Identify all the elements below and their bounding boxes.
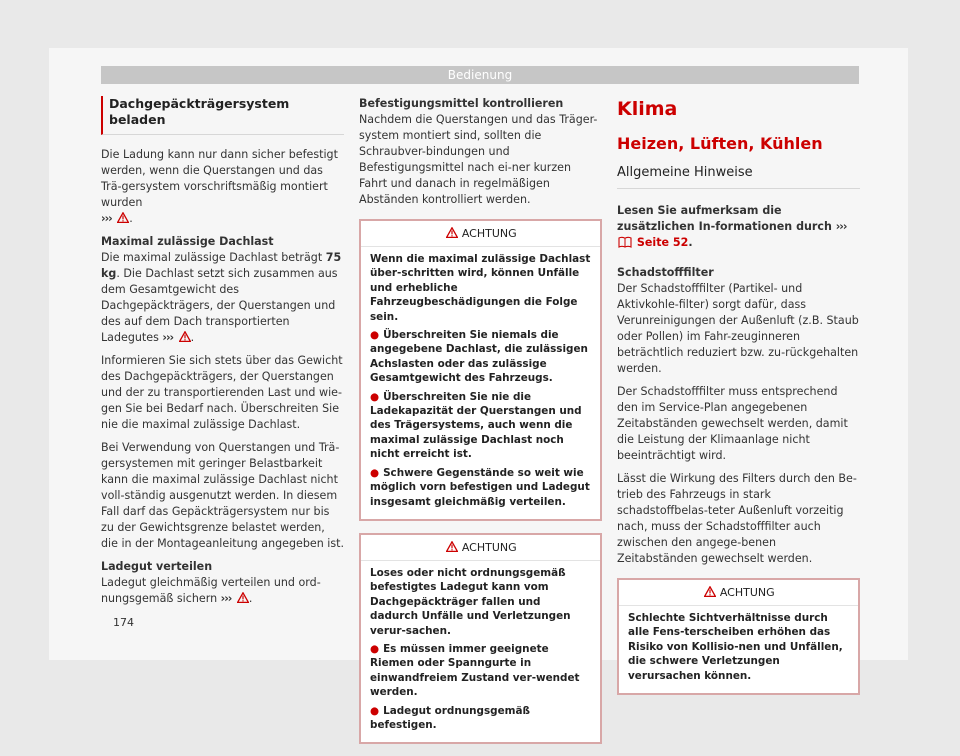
page-header <box>101 66 859 84</box>
warning-triangle-icon[interactable] <box>179 331 191 342</box>
warning-title: ACHTUNG <box>461 227 517 240</box>
column-left <box>101 96 344 614</box>
bullet: ● <box>370 329 380 342</box>
warning-item: ● Es müssen immer geeignete Riemen oder Spanngurte in einwandfreiem Zustand ver-wendet werden. <box>370 642 580 699</box>
befestigung-paragraph: Nachdem die Querstangen und das Träger-system montiert sind, sollten die Schraubver-bindungen und Befestigungsmittel nach ei-ner kurzen Fahrt und danach in regelmäßigen Abständen kontrolliert werden. <box>359 113 598 206</box>
section-title: Dachgepäckträgersystem beladen <box>101 96 344 135</box>
intro-paragraph: Lesen Sie aufmerksam die zusätzlichen In-formationen durch ››› Seite 52. <box>617 204 847 249</box>
section-heading: Allgemeine Hinweise <box>617 164 860 189</box>
reference-arrows[interactable]: ››› <box>162 331 174 344</box>
column-right <box>617 98 860 707</box>
column-middle <box>359 96 602 756</box>
warning-triangle-icon <box>704 586 716 597</box>
schadstoff-paragraph-2: Der Schadstofffilter muss entsprechend den im Service-Plan angegebenen Zeitabständen gewechselt werden, damit die Leistung der Klimaanlage nicht beeinträchtigt wird. <box>617 385 848 462</box>
dachlast-paragraph: Die maximal zulässige Dachlast beträgt 75 kg. Die Dachlast setzt sich zusammen aus dem Gesamtgewicht des Dachgepäckträgers, der Querstangen und des auf dem Dach transportierten Ladegutes ››› . <box>101 251 342 344</box>
chapter-title: Klima <box>617 98 678 120</box>
usage-paragraph: Bei Verwendung von Querstangen und Trä-gersystemen mit geringer Belastbarkeit kann die maximal zulässige Dachlast nicht voll-ständig ausgenutzt werden. In diesem Fall darf das Gepäckträgersystem nur bis zu der Gewichtsgrenze belastet werden, die in der Montageanleitung angegeben ist. <box>101 441 345 550</box>
ladegut-paragraph: Ladegut gleichmäßig verteilen und ord-nungsgemäß sichern ››› . <box>101 576 321 605</box>
warning-body <box>619 606 858 693</box>
bullet: ● <box>370 704 380 717</box>
warning-triangle-icon[interactable] <box>237 592 249 603</box>
warning-title: ACHTUNG <box>461 540 517 554</box>
bullet: ● <box>370 642 380 655</box>
chapter-subtitle: Heizen, Lüften, Kühlen <box>617 134 823 153</box>
book-icon <box>617 236 633 248</box>
bullet: ● <box>370 466 380 479</box>
warning-body <box>361 247 600 519</box>
header-title: Bedienung <box>447 68 513 82</box>
dachlast-value: 75 kg <box>101 251 342 280</box>
manual-page <box>49 48 908 731</box>
warning-title: ACHTUNG <box>719 586 775 599</box>
befestigung-heading: Befestigungsmittel kontrollieren <box>359 97 564 110</box>
warning-text: Loses oder nicht ordnungsgemäß befestigtes Ladegut kann vom Dachgepäckträger fallen und dadurch Unfälle und Verletzungen verur-sachen. <box>370 566 571 637</box>
bullet: ● <box>370 390 380 403</box>
schadstoff-paragraph-3: Lässt die Wirkung des Filters durch den Be-trieb des Fahrzeugs in stark schadstoffbelas-teter Außenluft vorzeitig nach, muss der Schadstofffilter auch zwischen den angege-benen Zeitabständen gewechselt werden. <box>617 472 857 565</box>
page-number: 174 <box>113 616 134 629</box>
warning-body <box>361 561 600 742</box>
warning-item: ● Schwere Gegenstände so weit wie möglich vorn befestigen und Ladegut insgesamt gleichmäßig verteilen. <box>370 466 590 508</box>
warning-box <box>617 578 860 695</box>
warning-box <box>359 219 602 521</box>
intro-paragraph: Die Ladung kann nur dann sicher befestigt werden, wenn die Querstangen und das Trä-gersystem vorschriftsmäßig montiert wurden ››› . <box>101 148 338 225</box>
dachlast-heading: Maximal zulässige Dachlast <box>101 235 274 248</box>
info-paragraph: Informieren Sie sich stets über das Gewicht des Dachgepäckträgers, der Querstangen und der zu transportierenden Last und wie-gen Sie bei Bedarf nach. Überschreiten Sie nie die maximal zulässige Dachlast. <box>101 354 343 431</box>
warning-triangle-icon[interactable] <box>117 212 129 223</box>
page-link[interactable]: Seite 52 <box>636 236 689 249</box>
schadstoff-heading: Schadstofffilter <box>617 266 714 279</box>
warning-text: Wenn die maximal zulässige Dachlast über-schritten wird, können Unfälle und erhebliche Fahrzeugbeschädigungen die Folge sein. <box>370 253 591 323</box>
warning-header <box>361 535 600 561</box>
warning-item: ● Überschreiten Sie niemals die angegebene Dachlast, die zulässigen Achslasten oder das zulässige Gesamtgewicht des Fahrzeugs. <box>370 329 588 385</box>
reference-arrows[interactable]: ››› <box>101 212 112 225</box>
warning-header <box>361 221 600 247</box>
schadstoff-paragraph-1: Der Schadstofffilter (Partikel- und Aktivkohle-filter) sorgt dafür, dass Verunreinigungen der Außenluft (z.B. Staub oder Pollen) im Fahr-zeuginneren beträchtlich reduziert bzw. zu-rückgehalten werden. <box>617 282 859 375</box>
warning-header <box>619 580 858 606</box>
warning-text: Schlechte Sichtverhältnisse durch alle Fens-terscheiben erhöhen das Risiko von Kollisio-nen und Unfällen, die schwere Verletzungen verursachen können. <box>628 612 843 682</box>
reference-arrows[interactable]: ››› <box>220 592 232 605</box>
warning-triangle-icon <box>446 227 458 238</box>
warning-item: ● Ladegut ordnungsgemäß befestigen. <box>370 704 530 731</box>
ladegut-heading: Ladegut verteilen <box>101 560 213 573</box>
warning-item: ● Überschreiten Sie nie die Ladekapazität der Querstangen und des Trägersystems, auch wenn die maximal zulässige Dachlast noch nicht erreicht ist. <box>370 390 582 461</box>
warning-box <box>359 533 602 744</box>
reference-arrows[interactable]: ››› <box>835 220 847 233</box>
warning-triangle-icon <box>446 541 458 552</box>
